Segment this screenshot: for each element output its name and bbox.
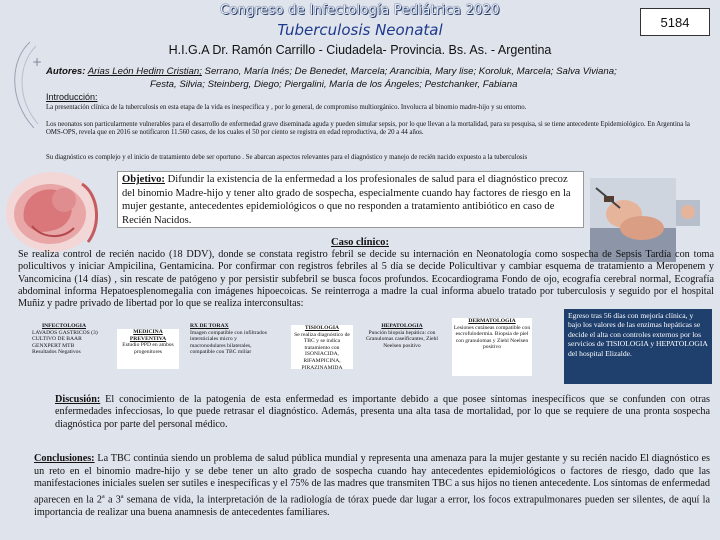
lab-body: Punción biopsia hepática: con Granulomas caseificantes, Ziehl Neelsen positivo	[366, 329, 438, 349]
evolution-box: Egreso tras 56 días con mejoría clínica, y bajo los valores de las enzimas hepáticas se decide el alta con controles externos por los servicios de TISIOLOGIA y HEPATOLOGIA del hospital Elizalde.	[564, 309, 712, 384]
lab-body: LAVADOS GASTRICOS (3) CULTIVO DE BAAR GENXPERT MTB Resultados Negativos	[32, 329, 98, 356]
lab-body: Estudio PPD en ambos progenitores	[122, 342, 174, 355]
lab-heading: RX DE TORAX	[190, 323, 229, 329]
discussion-section	[55, 394, 710, 431]
svg-text:+: +	[32, 55, 43, 69]
authors-line1: Serrano, María Inés; De Benedet, Marcela; Arancibia, Mary lise; Koroluk, Marcela; Salva Viviana;	[204, 66, 617, 77]
conclusions-label: Conclusiones:	[34, 453, 95, 464]
conclusions-text-c: semana de vida, la interpretación de la radiología de tórax puede dar lugar a error, los focos extrapulmonares pueden ser silentes, de aquí la importancia de realizar una buena anamnesis de antecedentes familiares.	[34, 494, 710, 518]
lab-hepatologia	[358, 323, 446, 349]
authors-label: Autores:	[46, 66, 86, 77]
lab-heading: TISIOLOGIA	[304, 325, 340, 331]
hospital-name: H.I.G.A Dr. Ramón Carrillo - Ciudadela- Provincia. Bs. As. - Argentina	[168, 43, 552, 57]
lab-heading: HEPATOLOGIA	[381, 323, 423, 329]
main-author: Arias León Hedim Cristian;	[87, 66, 202, 77]
poster-title: Tuberculosis Neonatal	[277, 21, 443, 39]
lab-rx-torax	[190, 323, 272, 356]
conclusions-section	[34, 453, 710, 519]
discussion-label: Discusión:	[55, 394, 101, 405]
objective-label: Objetivo:	[122, 174, 165, 185]
lab-heading: MEDICINA PREVENTIVA	[129, 329, 167, 342]
discussion-text: El conocimiento de la patogenia de esta enfermedad es importante debido a que posee síntomas inespecíficos que se confunden con otras enfermedades infecciosas, lo que puede retrasar el diagnóstico. Además, presenta una alta tasa de mortalidad, por lo que se requiere de una pronta sospecha diagnóstica por parte del personal médico.	[55, 394, 710, 430]
authors-line2: Festa, Silvia; Steinberg, Diego; Piergalini, María de los Ángeles; Pestchanker, Fabiana	[150, 79, 518, 90]
conclusions-text-a: La TBC continúa siendo un problema de salud pública mundial y representa una amenaza para la mujer gestante y su recién nacido El diagnóstico es un reto en el binomio madre-hijo y se debe tener un alto grado de sospecha cuando hay antecedentes epidemiológicos o factores de riesgo, dado que las manifestaciones iniciales suelen ser sutiles e inespecíficas y el 75% de las madres que transmiten TBC a sus hijos no tienen antecedente. Los síntomas de enfermedad aparecen en la 2	[34, 453, 710, 506]
lab-heading: INFECTOLOGIA	[41, 323, 87, 329]
decorative-photo	[676, 200, 700, 226]
lab-medicina-preventiva	[117, 329, 179, 369]
congress-name: Congreso de Infectología Pediátrica 2020	[220, 3, 500, 18]
authors-block	[46, 65, 711, 91]
ordinal-superscript: a	[102, 493, 105, 500]
lab-body: Lesiones cutáneas compatible con escrofulodermia. Biopsia de piel con granulomas y Ziehl Neelsen positivo	[453, 324, 531, 351]
introduction-paragraph-2: Los neonatos son particularmente vulnerables para el desarrollo de enfermedad grave diseminada aguda y pueden simular sepsis, por lo que llevan a la mortalidad, para su pesquisa, si se tiene antecedente Epidemiológico. En Argentina la OMS-OPS, revela que en 2016 se notificaron 11.560 casos, de los cuales el 50 por ciento se registra en edad reproductiva, de 20 a 44 años.	[46, 121, 690, 137]
lab-body: Imagen compatible con infiltrados intersticiales micro y macronodulares bilaterales, compatible con TBC miliar	[190, 329, 267, 356]
introduction-heading: Introducción:	[46, 92, 98, 102]
lab-body: Se realiza diagnóstico de TBC y se indica tratamiento con ISONIACIDA, RIFAMPICINA, PIRAZINAMIDA	[294, 331, 350, 371]
objective-text: Difundir la existencia de la enfermedad a los profesionales de salud para el diagnóstico precoz del binomio Madre-hijo y tener alto grado de sospecha, especialmente cuando hay factores de riesgo en la mujer gestante, antecedentes epidemiológicos o que no responden a tratamiento antibiótico en caso de Recién Nacidos.	[122, 174, 571, 226]
ordinal-superscript: a	[120, 493, 124, 500]
introduction-paragraph-3: Su diagnóstico es complejo y el inicio de tratamiento debe ser oportuno . Se abarcan aspectos relevantes para el diagnóstico y manejo de recién nacido expuesto a la tuberculosis	[46, 154, 528, 161]
lab-tisiologia	[291, 325, 353, 369]
conclusions-text-b: a 3	[104, 494, 121, 506]
clinical-case-heading: Caso clínico:	[331, 237, 389, 248]
introduction-paragraph-1: La presentación clínica de la tuberculosis en esta etapa de la vida es inespecífica y , por lo general, de compromiso multiorgánico. Involucra al binomio madre-hijo y su entorno.	[46, 104, 527, 111]
poster-number-badge: 5184	[640, 8, 710, 36]
lab-infectologia	[30, 323, 98, 356]
objective-box	[117, 171, 584, 228]
clinical-case-text: Se realiza control de recién nacido (18 DDV), donde se constata registro febril se decide su internación en Neonatología como sospecha de Sepsis Tardía con toma policultivos y iniciar Ampicilina, Gentamicina. Por confirmar con registros febriles al 5 día se decide Policultivar y cambiar esquema de tratamiento a Meropenem y Vancomicina (14 días) , sin rescate de patógeno y por persistir subfebril se busca focos profundos. Ecocardiograma Fondo de ojo, ecografía cerebral normal, Ecografía abdominal informa Hepatoesplenomegalia con imágenes hipoecoicas. Se reinterroga a madre la cual informa abuelo tratado por tuberculosis y seguido por el hospital Muñiz y padre privado de libertad por lo que se realiza interconsultas:	[18, 249, 714, 310]
lab-dermatologia	[452, 318, 532, 376]
lab-heading: DERMATOLOGIA	[468, 318, 516, 324]
